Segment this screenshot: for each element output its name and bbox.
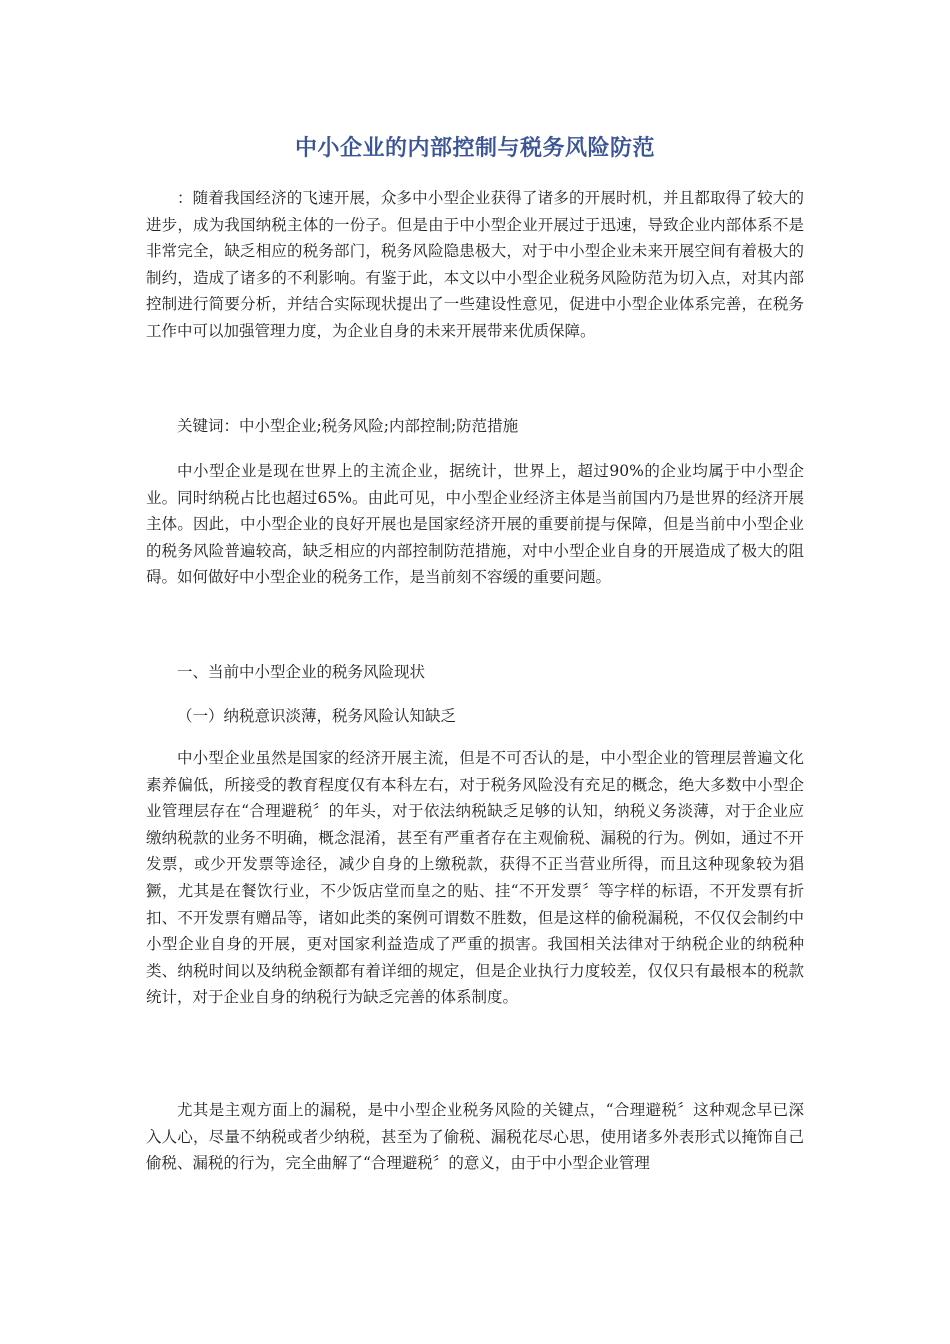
section-heading: 一、当前中小型企业的税务风险现状 — [177, 663, 426, 681]
body-paragraph: 尤其是主观方面上的漏税，是中小型企业税务风险的关键点，“合理避税〞这种观念早已深入人心，尽量不纳税或者少纳税，甚至为了偷税、漏税花尽心思，使用诸多外表形式以掩饰自己偷税、漏税的行为，完全曲解了“合理避税〞的意义，由于中小型企业管理 — [146, 1101, 804, 1173]
abstract-paragraph: ：随着我国经济的飞速开展，众多中小型企业获得了诸多的开展时机，并且都取得了较大的进步，成为我国纳税主体的一份子。但是由于中小型企业开展过于迅速，导致企业内部体系不是非常完全，缺乏相应的税务部门，税务风险隐患极大，对于中小型企业未来开展空间有着极大的制约，造成了诸多的不利影响。有鉴于此，本文以中小型企业税务风险防范为切入点，对其内部控制进行简要分析，并结合实际现状提出了一些建设性意见，促进中小型企业体系完善，在税务工作中可以加强管理力度，为企业自身的未来开展带来优质保障。 — [146, 189, 804, 340]
intro-paragraph: 中小型企业是现在世界上的主流企业，据统计，世界上，超过90%的企业均属于中小型企业。同时纳税占比也超过65%。由此可见，中小型企业经济主体是当前国内乃是世界的经济开展主体。因此，中小型企业的良好开展也是国家经济开展的重要前提与保障，但是当前中小型企业的税务风险普遍较高，缺乏相应的内部控制防范措施，对中小型企业自身的开展造成了极大的阻碍。如何做好中小型企业的税务工作，是当前刻不容缓的重要问题。 — [146, 462, 804, 587]
body-paragraph: 中小型企业虽然是国家的经济开展主流，但是不可否认的是，中小型企业的管理层普遍文化素养偏低，所接受的教育程度仅有本科左右，对于税务风险没有充足的概念，绝大多数中小型企业管理层存在“合理避税〞的年头，对于依法纳税缺乏足够的认知，纳税义务淡薄，对于企业应缴纳税款的业务不明确，概念混淆，甚至有严重者存在主观偷税、漏税的行为。例如，通过不开发票，或少开发票等途径，减少自身的上缴税款，获得不正当营业所得，而且这种现象较为猖獗，尤其是在餐饮行业，不少饭店堂而皇之的贴、挂“不开发票〞等字样的标语，不开发票有折扣、不开发票有赠品等，诸如此类的案例可谓数不胜数，但是这样的偷税漏税，不仅仅会制约中小型企业自身的开展，更对国家利益造成了严重的损害。我国相关法律对于纳税企业的纳税种类、纳税时间以及纳税金额都有着详细的规定，但是企业执行力度较差，仅仅只有最根本的税款统计，对于企业自身的纳税行为缺乏完善的体系制度。 — [146, 749, 804, 1007]
keywords-line: 关键词：中小型企业;税务风险;内部控制;防范措施 — [177, 417, 519, 435]
subsection-heading: （一）纳税意识淡薄，税务风险认知缺乏 — [177, 707, 457, 725]
document-title: 中小企业的内部控制与税务风险防范 — [294, 136, 655, 161]
